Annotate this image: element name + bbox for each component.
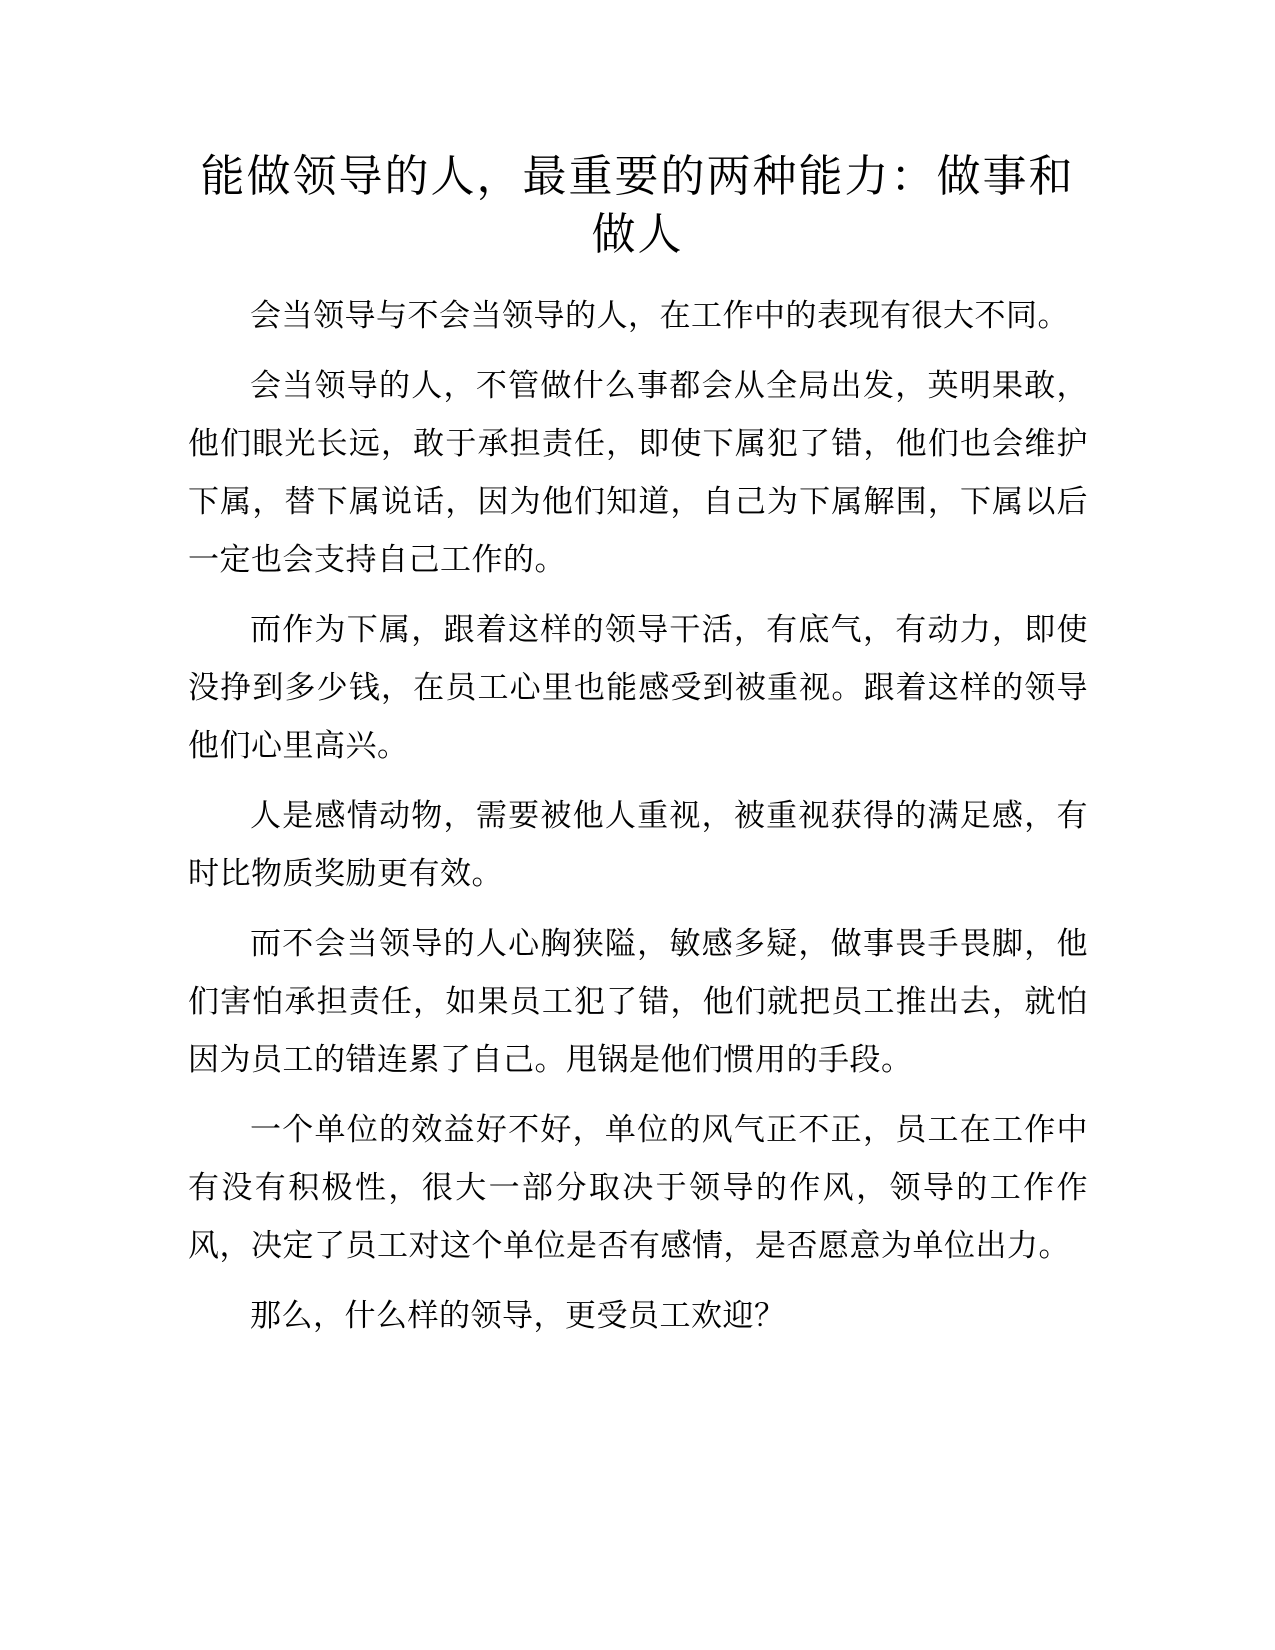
- paragraph-5: 而不会当领导的人心胸狭隘，敏感多疑，做事畏手畏脚，他们害怕承担责任，如果员工犯了错，他们就把员工推出去，就怕因为员工的错连累了自己。甩锅是他们惯用的手段。: [188, 926, 1088, 1078]
- paragraph-6: 一个单位的效益好不好，单位的风气正不正，员工在工作中有没有积极性，很大一部分取决于领导的作风，领导的工作作风，决定了员工对这个单位是否有感情，是否愿意为单位出力。: [188, 1112, 1088, 1264]
- document-body: [188, 287, 1088, 1357]
- paragraph-3: 而作为下属，跟着这样的领导干活，有底气，有动力，即使没挣到多少钱，在员工心里也能感受到被重视。跟着这样的领导他们心里高兴。: [188, 612, 1088, 764]
- paragraph-4: 人是感情动物，需要被他人重视，被重视获得的满足感，有时比物质奖励更有效。: [188, 798, 1088, 892]
- paragraph-2: 会当领导的人，不管做什么事都会从全局出发，英明果敢，他们眼光长远，敢于承担责任，即使下属犯了错，他们也会维护下属，替下属说话，因为他们知道，自己为下属解围，下属以后一定也会支持自己工作的。: [188, 368, 1088, 578]
- paragraph-7: 那么，什么样的领导，更受员工欢迎？: [250, 1298, 786, 1334]
- paragraph-1: 会当领导与不会当领导的人，在工作中的表现有很大不同。: [250, 298, 1069, 334]
- document-title: 能做领导的人，最重要的两种能力：做事和做人: [200, 151, 1075, 260]
